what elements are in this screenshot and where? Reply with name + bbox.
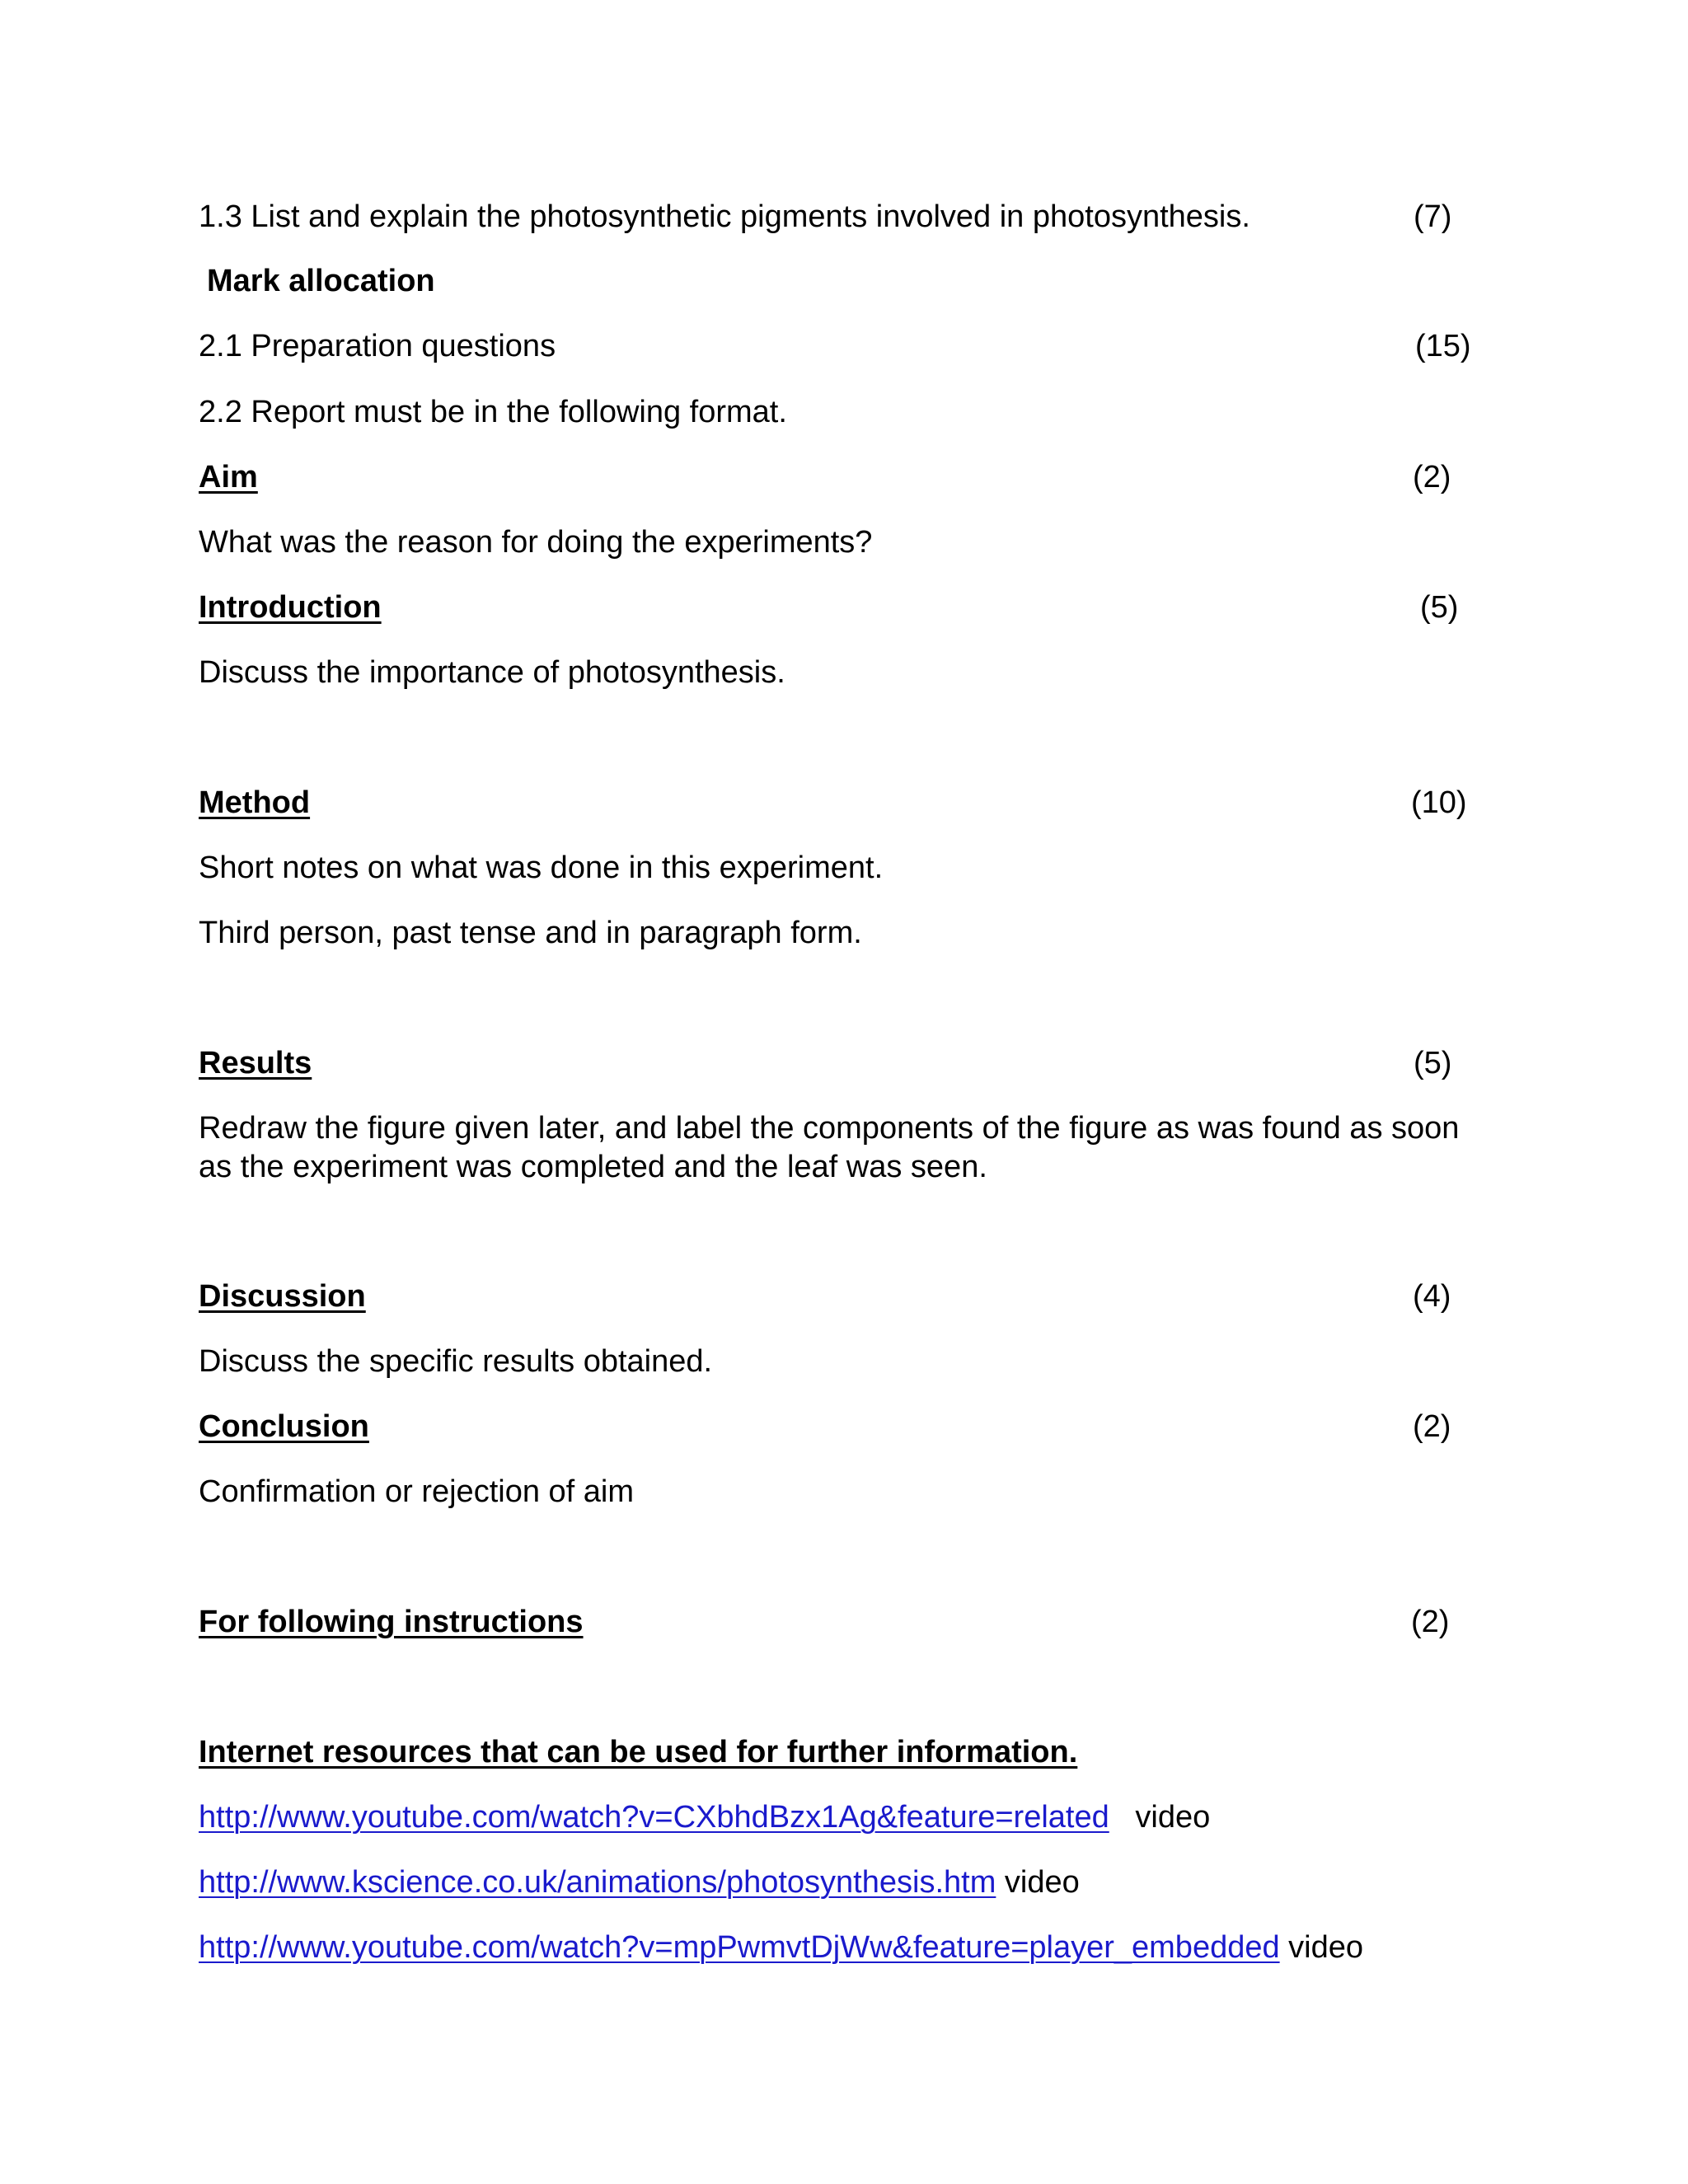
discussion-heading: Discussion [199, 1279, 366, 1314]
method-description-1: Short notes on what was done in this experiment. [199, 851, 884, 885]
results-description: Redraw the figure given later, and label the components of the figure as was found as soon as the experiment was completed and the leaf was seen. [199, 1111, 1460, 1184]
results-marks: (5) [1414, 1046, 1452, 1080]
method-description-2: Third person, past tense and in paragraph form. [199, 916, 862, 950]
aim-description: What was the reason for doing the experiments? [199, 525, 873, 560]
preparation-questions: 2.1 Preparation questions [199, 329, 556, 363]
discussion-marks: (4) [1413, 1279, 1451, 1314]
resource-link[interactable]: http://www.kscience.co.uk/animations/photosynthesis.htm [199, 1865, 996, 1900]
instructions-heading: For following instructions [199, 1605, 584, 1639]
question-1-3: 1.3 List and explain the photosynthetic pigments involved in photosynthesis. [199, 199, 1250, 234]
conclusion-description: Confirmation or rejection of aim [199, 1474, 634, 1509]
question-1-3-marks: (7) [1414, 199, 1452, 234]
preparation-questions-marks: (15) [1415, 329, 1471, 363]
results-heading: Results [199, 1046, 312, 1080]
resource-link-type: video [1109, 1800, 1211, 1835]
aim-marks: (2) [1413, 460, 1451, 494]
introduction-heading: Introduction [199, 590, 382, 625]
resource-link-row [199, 1798, 1210, 1836]
resource-link-row [199, 1863, 1080, 1901]
discussion-description: Discuss the specific results obtained. [199, 1344, 713, 1379]
resource-link-type: video [1279, 1930, 1364, 1965]
introduction-description: Discuss the importance of photosynthesis. [199, 655, 785, 690]
resource-link-row [199, 1929, 1363, 1966]
mark-allocation-heading: Mark allocation [207, 264, 435, 298]
conclusion-marks: (2) [1413, 1409, 1451, 1444]
resource-link[interactable]: http://www.youtube.com/watch?v=CXbhdBzx1Ag&feature=related [199, 1800, 1109, 1835]
conclusion-heading: Conclusion [199, 1409, 369, 1444]
resource-link[interactable]: http://www.youtube.com/watch?v=mpPwmvtDjWw&feature=player_embedded [199, 1930, 1280, 1965]
resource-link-type: video [996, 1865, 1080, 1900]
resources-heading: Internet resources that can be used for further information. [199, 1735, 1078, 1769]
introduction-marks: (5) [1420, 590, 1459, 625]
aim-heading: Aim [199, 460, 258, 494]
report-format-note: 2.2 Report must be in the following format. [199, 395, 787, 429]
method-marks: (10) [1411, 785, 1467, 820]
method-heading: Method [199, 785, 311, 820]
instructions-marks: (2) [1411, 1605, 1450, 1639]
